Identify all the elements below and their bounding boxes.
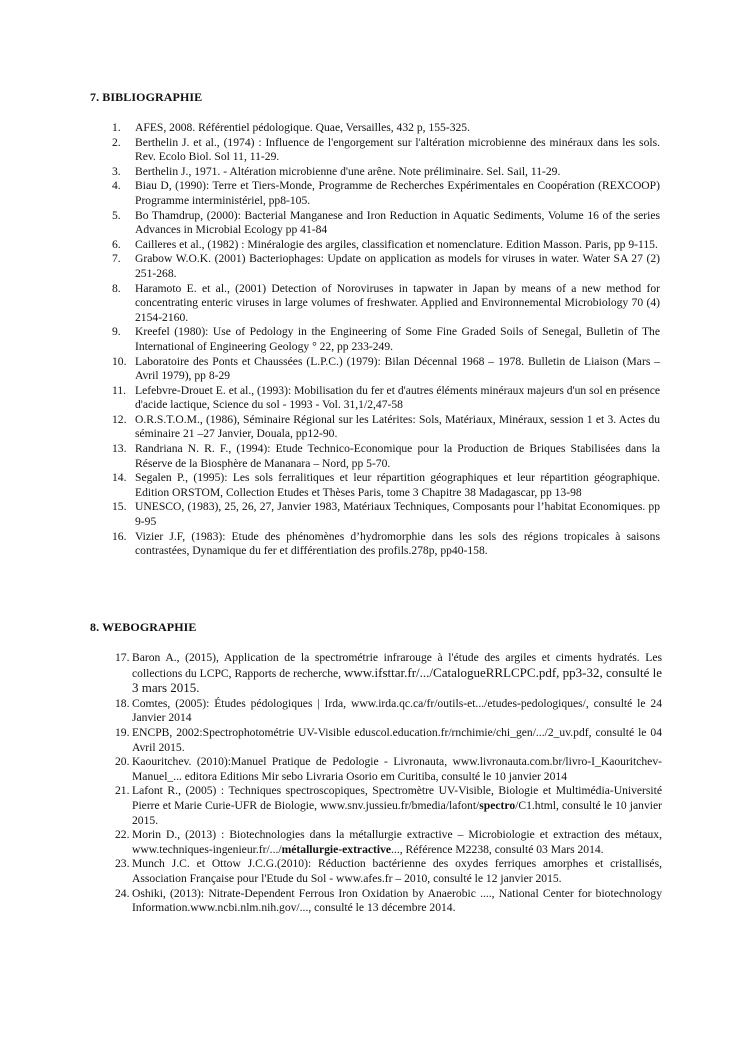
list-item xyxy=(90,384,660,413)
item-text: Berthelin J. et al., (1974) : Influence de l'engorgement sur l'altération microbienne des minéraux dans les sols. Rev. Ecolo Biol. Sol 11, 11-29. xyxy=(135,135,660,164)
item-number: 18. xyxy=(115,696,130,710)
item-number: 4. xyxy=(112,179,121,193)
item-text: Oshiki, (2013): Nitrate-Dependent Ferrous Iron Oxidation by Anaerobic ...., National Center for biotechnology Information.www.ncbi.nlm.nih.gov/..., consulté le 13 décembre 2014. xyxy=(132,886,662,915)
item-number: 13. xyxy=(112,442,127,456)
bibliography-list xyxy=(90,121,660,559)
item-text: UNESCO, (1983), 25, 26, 27, Janvier 1983, Matériaux Techniques, Composants pour l’habitat Economiques. pp 9-95 xyxy=(135,500,660,529)
item-text: Kaouritchev. (2010):Manuel Pratique de Pedologie - Livronauta, www.livronauta.com.br/livro-I_Kaouritchev-Manuel_... editora Editions Mir sebo Livraria Osorio em Curitiba, consulté le 10 janvier 2014 xyxy=(132,755,662,783)
list-item xyxy=(105,651,662,697)
list-item xyxy=(105,726,662,755)
item-number: 6. xyxy=(112,237,121,251)
item-number: 20. xyxy=(115,755,130,769)
item-number: 24. xyxy=(115,886,130,900)
list-item xyxy=(90,179,660,208)
item-number: 2. xyxy=(112,135,121,149)
item-text: Bo Thamdrup, (2000): Bacterial Manganese and Iron Reduction in Aquatic Sediments, Volume 16 of the series Advances in Microbial Ecology pp 41-84 xyxy=(135,208,660,237)
list-item xyxy=(105,784,662,828)
list-item xyxy=(90,442,660,471)
item-text: Grabow W.O.K. (2001) Bacteriophages: Update on application as models for viruses in water. Water SA 27 (2) 251-268. xyxy=(135,252,660,280)
item-text: Munch J.C. et Ottow J.C.G.(2010): Réduction bactérienne des oxydes ferriques amorphes et cristallisés, Association Française pour l'Etude du Sol - www.afes.fr – 2010, consulté le 12 janvier 2015. xyxy=(132,857,662,885)
list-item xyxy=(90,165,660,180)
item-text: Lefebvre-Drouet E. et al., (1993): Mobilisation du fer et d'autres éléments minéraux majeurs d'un sol en présence d'acide lactique, Science du sol - 1993 - Vol. 31,1/2,47-58 xyxy=(135,383,660,412)
item-text: AFES, 2008. Référentiel pédologique. Quae, Versailles, 432 p, 155-325. xyxy=(135,121,470,134)
item-text: Berthelin J., 1971. - Altération microbienne d'une arêne. Note préliminaire. Sel. Sail, 11-29. xyxy=(135,164,561,178)
bibliography-heading: 7. BIBLIOGRAPHIE xyxy=(90,90,203,104)
item-number: 11. xyxy=(112,383,127,397)
list-item xyxy=(105,857,662,886)
item-text: Cailleres et al., (1982) : Minéralogie des argiles, classification et nomenclature. Edition Masson. Paris, pp 9-115. xyxy=(135,237,658,251)
list-item xyxy=(90,252,660,281)
item-text: Lafont R., (2005) : Techniques spectroscopiques, Spectromètre UV-Visible, Biologie et Multimédia-Université Pierre et Marie Curie-UFR de Biologie, www.snv.jussieu.fr/bmedia/lafont/ xyxy=(132,784,662,812)
list-item xyxy=(90,413,660,442)
item-text: ENCPB, 2002:Spectrophotométrie UV-Visible eduscol.education.fr/rnchimie/chi_gen/.../2_uv.pdf, consulté le 04 Avril 2015. xyxy=(132,725,662,754)
list-item xyxy=(105,755,662,784)
list-item xyxy=(105,828,662,857)
item-number: 19. xyxy=(115,725,130,739)
item-number: 17. xyxy=(115,651,130,664)
list-item xyxy=(90,209,660,238)
item-number: 22. xyxy=(115,828,130,842)
list-item xyxy=(90,238,660,253)
list-item xyxy=(90,500,660,529)
list-item xyxy=(90,282,660,326)
item-number: 12. xyxy=(112,412,127,426)
item-text: O.R.S.T.O.M., (1986), Séminaire Régional sur les Latérites: Sols, Matériaux, Minéraux, session 1 et 3. Actes du séminaire 21 –27 Janvier, Douala, pp12-90. xyxy=(135,412,660,441)
item-text: Randriana N. R. F., (1994): Etude Technico-Economique pour la Production de Briques Stabilisées dans la Réserve de la Biosphère de Mananara – Nord, pp 5-70. xyxy=(135,442,660,470)
item-bold-text: spectro xyxy=(479,798,516,812)
item-text: Segalen P., (1995): Les sols ferralitiques et leur répartition géographiques et leur répartition géographique. Edition ORSTOM, Collection Etudes et Thèses Paris, tome 3 Chapitre 38 Madagascar, pp 13-98 xyxy=(135,471,660,499)
item-text: Haramoto E. et al., (2001) Detection of Noroviruses in tapwater in Japan by means of a new method for concentrating enteric viruses in large volumes of freshwater. Applied and Environnemental Microbiology 70 (4) 2154-2160. xyxy=(135,281,660,324)
item-number: 16. xyxy=(112,529,127,543)
item-bold-text: métallurgie-extractive xyxy=(281,842,392,856)
item-number: 10. xyxy=(112,354,127,368)
item-text: Vizier J.F, (1983): Etude des phénomènes d’hydromorphie dans les sols des régions tropicales à saisons contrastées, Dynamique du fer et différentiation des profils.278p, pp40-158. xyxy=(135,529,660,558)
item-number: 21. xyxy=(115,784,130,798)
item-text-end: /C1.html, consulté le 10 janvier 2015. xyxy=(132,798,662,827)
item-number: 3. xyxy=(112,164,121,178)
item-text: Laboratoire des Ponts et Chaussées (L.P.C.) (1979): Bilan Décennal 1968 – 1978. Bulletin de Liaison (Mars – Avril 1979), pp 8-29 xyxy=(135,354,660,383)
item-number: 14. xyxy=(112,471,127,485)
item-number: 5. xyxy=(112,208,121,222)
item-text: Biau D, (1990): Terre et Tiers-Monde, Programme de Recherches Expérimentales en Coopération (REXCOOP) Programme interministériel, pp8-105. xyxy=(135,179,660,207)
item-link-text: www.ifsttar.fr/.../CatalogueRRLCPC.pdf, pp3-32, consulté le 3 mars 2015. xyxy=(132,664,663,696)
item-text: Comtes, (2005): Études pédologiques | Irda, www.irda.qc.ca/fr/outils-et.../etudes-pedologiques/, consulté le 24 Janvier 2014 xyxy=(132,696,662,725)
list-item xyxy=(105,697,662,726)
item-number: 7. xyxy=(112,252,121,266)
list-item xyxy=(90,325,660,354)
item-number: 8. xyxy=(112,281,121,295)
list-item xyxy=(90,471,660,500)
webography-heading: 8. WEBOGRAPHIE xyxy=(90,620,197,634)
list-item xyxy=(105,887,662,916)
item-text-end: ..., Référence M2238, consulté 03 Mars 2014. xyxy=(391,842,604,856)
item-text: Morin D., (2013) : Biotechnologies dans la métallurgie extractive – Microbiologie et extraction des métaux, www.techniques-ingenieur.fr/.../ xyxy=(132,828,662,856)
item-text: Kreefel (1980): Use of Pedology in the Engineering of Some Fine Graded Soils of Senegal, Bulletin of The International of Engineering Geology ° 22, pp 233-249. xyxy=(135,325,660,353)
list-item xyxy=(90,136,660,165)
item-number: 23. xyxy=(115,857,130,871)
webography-list xyxy=(105,651,662,916)
list-item xyxy=(90,355,660,384)
item-number: 15. xyxy=(112,500,127,514)
list-item xyxy=(90,530,660,559)
list-item xyxy=(90,121,660,136)
item-text: Baron A., (2015), Application de la spectrométrie infrarouge à l'étude des argiles et ciments hydratés. Les collections du LCPC, Rapports de recherche, xyxy=(132,651,662,680)
item-number: 9. xyxy=(112,325,121,339)
item-number: 1. xyxy=(112,121,121,134)
